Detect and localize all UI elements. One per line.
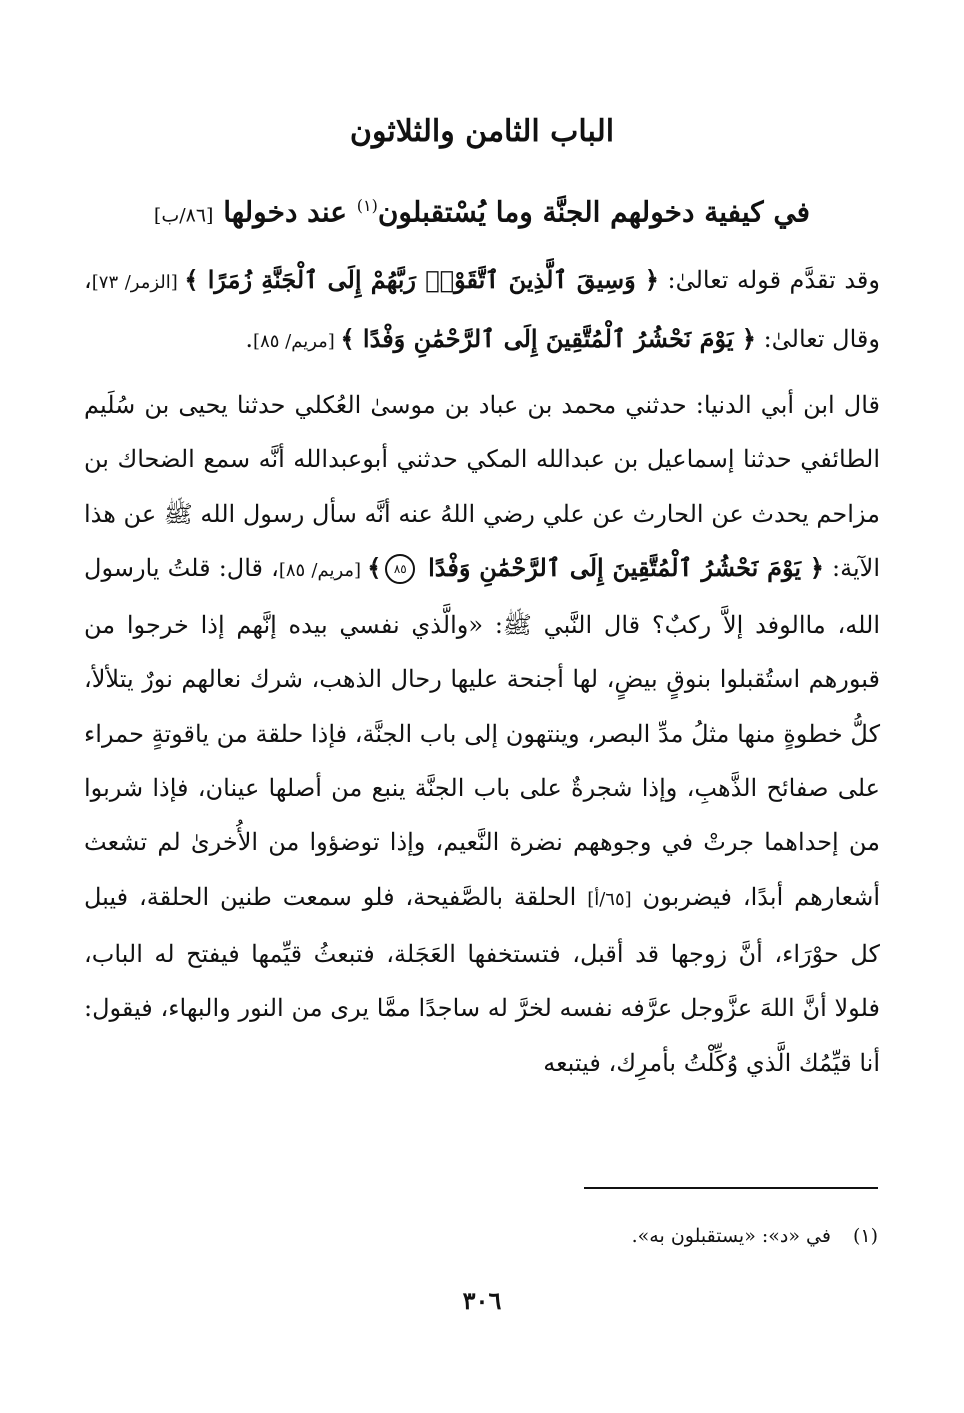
quran-verse-close: ﴾ <box>367 552 382 582</box>
quran-verse: ﴿ وَسِيقَ ٱلَّذِينَ ٱتَّقَوْا۟ رَبَّهُمْ إِلَى ٱلْجَنَّةِ زُمَرًا ﴾ <box>184 265 659 294</box>
intro-mid: ، وقال تعالىٰ: <box>84 266 880 353</box>
surah-ref: [الزمر/ ٧٣] <box>91 272 185 293</box>
intro-lead: وقد تقدَّم قوله تعالىٰ: <box>659 266 880 294</box>
hadith-text: ، قال: قلتُ يارسول الله، ماالوفد إلاَّ ركبٌ؟ قال النَّبي ﷺ: «والَّذي نفسي بيده إنَّهم إذا خرجوا من قبورهم استُقبلوا بنوقٍ بيضٍ، لها أجنحة عليها رحال الذهب، شرك نعالهم نورٌ يتلألأ، كلُّ خطوةٍ منها مثلُ مدِّ البصر، وينتهون إلى باب الجنَّة، فإذا حلقة من ياقوتةٍ حمراء على صفائح الذَّهبِ، وإذا شجرةٌ على باب الجنَّة ينبع من أصلها عينان، فإذا شربوا من إحداهما جرتْ في وجوههم نضرة النَّعيم، وإذا توضؤوا من الأُخرىٰ لم تشعث أشعارهم أبدًا، فيضربون <box>84 553 880 911</box>
footnote <box>300 1222 878 1250</box>
hadith-text-cont: الحلقة بالصَّفيحة، فلو سمعت طنين الحلقة، فيبل كل حوْرَاء، أنَّ زوجها قد أقبل، فتستخفها العَجَلة، فتبعثُ قيِّمها فيفتح له الباب، فلولا أنَّ اللهَ عزَّوجل عرَّفه نفسه لخرَّ له ساجدًا ممَّا يرى من النور والبهاء، فيقول: أنا قيِّمُك الَّذي وُكِّلْتُ بأمرِك، فيتبعه <box>84 882 880 1077</box>
subtitle-text: في كيفية دخولهم الجنَّة وما يُسْتقبلون <box>377 195 811 229</box>
quran-verse: ﴿ يَوْمَ نَحْشُرُ ٱلْمُتَّقِينَ إِلَى ٱلرَّحْمَٰنِ وَفْدًا ﴾ <box>340 324 756 353</box>
ayah-number-icon: ٨٥ <box>385 554 415 584</box>
hadith-paragraph <box>84 378 880 1090</box>
intro-paragraph <box>84 252 880 370</box>
surah-ref: [مريم/ ٨٥] <box>253 331 341 352</box>
intro-end: . <box>245 325 254 353</box>
manuscript-folio-ref: [٨٦/ب] <box>153 204 214 227</box>
hadith-isnad: قال ابن أبي الدنيا: حدثني محمد بن عباد بن موسىٰ العُكلي حدثنا يحيى بن سُلَيم الطائفي حدثنا إسماعيل بن عبدالله المكي حدثني أبوعبدالله أنَّه سمع الضحاك بن مزاحم يحدث عن الحارث عن علي رضي اللهُ عنه أنَّه سأل رسول الله ﷺ عن هذا الآية: <box>84 391 881 582</box>
chapter-subtitle <box>78 180 886 241</box>
chapter-title: الباب الثامن والثلاثون <box>349 114 615 149</box>
page-number: ٣٠٦ <box>462 1286 502 1315</box>
surah-ref: [مريم/ ٨٥] <box>278 559 368 581</box>
footnote-text: في «د»: «يستقبلون به». <box>631 1225 831 1247</box>
manuscript-folio-ref: [٦٥/أ] <box>587 888 632 910</box>
footnote-number: (١) <box>852 1225 878 1247</box>
footnote-divider <box>584 1187 878 1189</box>
subtitle-text-end: عند دخولها <box>213 195 357 229</box>
footnote-marker: (١) <box>356 196 378 215</box>
quran-verse: ﴿ يَوْمَ نَحْشُرُ ٱلْمُتَّقِينَ إِلَى ٱلرَّحْمَٰنِ وَفْدًا <box>419 552 824 582</box>
